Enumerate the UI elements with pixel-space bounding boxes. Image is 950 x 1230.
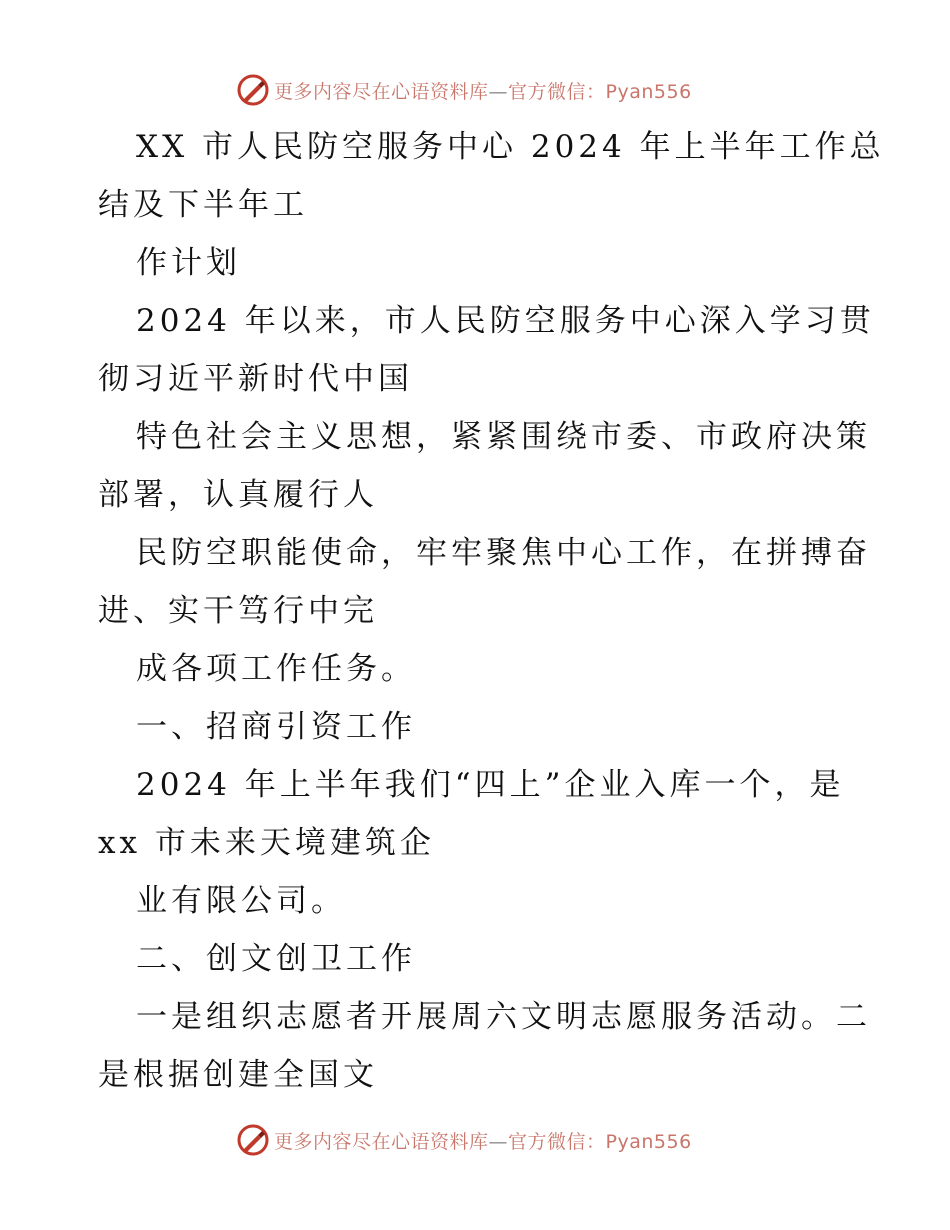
watermark-text: 更多内容尽在心语资料库—官方微信：Pyan556 <box>274 80 692 103</box>
text-line: 一、招商引资工作 <box>136 709 416 745</box>
text-line: 二、创文创卫工作 <box>136 941 416 977</box>
text-line: 作计划 <box>136 245 241 281</box>
text-line: 业有限公司。 <box>136 883 346 919</box>
text-line: 2024 年以来，市人民防空服务中心深入学习贯 <box>136 303 875 339</box>
text-line: XX 市人民防空服务中心 2024 年上半年工作总 <box>136 129 885 165</box>
header-watermark <box>236 72 692 108</box>
text-line: 成各项工作任务。 <box>136 651 416 687</box>
text-line: 2024 年上半年我们“四上”企业入库一个，是 <box>136 767 845 803</box>
document-body <box>98 118 885 1104</box>
text-line: 是根据创建全国文 <box>98 1057 378 1093</box>
footer-watermark <box>236 1122 692 1158</box>
watermark-text: 更多内容尽在心语资料库—官方微信：Pyan556 <box>274 1130 692 1153</box>
text-line: 一是组织志愿者开展周六文明志愿服务活动。二 <box>136 999 871 1035</box>
text-line: 民防空职能使命，牢牢聚焦中心工作，在拼搏奋 <box>136 535 871 571</box>
pen-logo-icon <box>236 73 270 107</box>
text-line: 特色社会主义思想，紧紧围绕市委、市政府决策 <box>136 419 871 455</box>
text-line: 进、实干笃行中完 <box>98 593 378 629</box>
text-line: 部署，认真履行人 <box>98 477 378 513</box>
text-line: 结及下半年工 <box>98 187 308 223</box>
text-line: 彻习近平新时代中国 <box>98 361 413 397</box>
text-line: xx 市未来天境建筑企 <box>98 825 435 861</box>
pen-logo-icon <box>236 1123 270 1157</box>
